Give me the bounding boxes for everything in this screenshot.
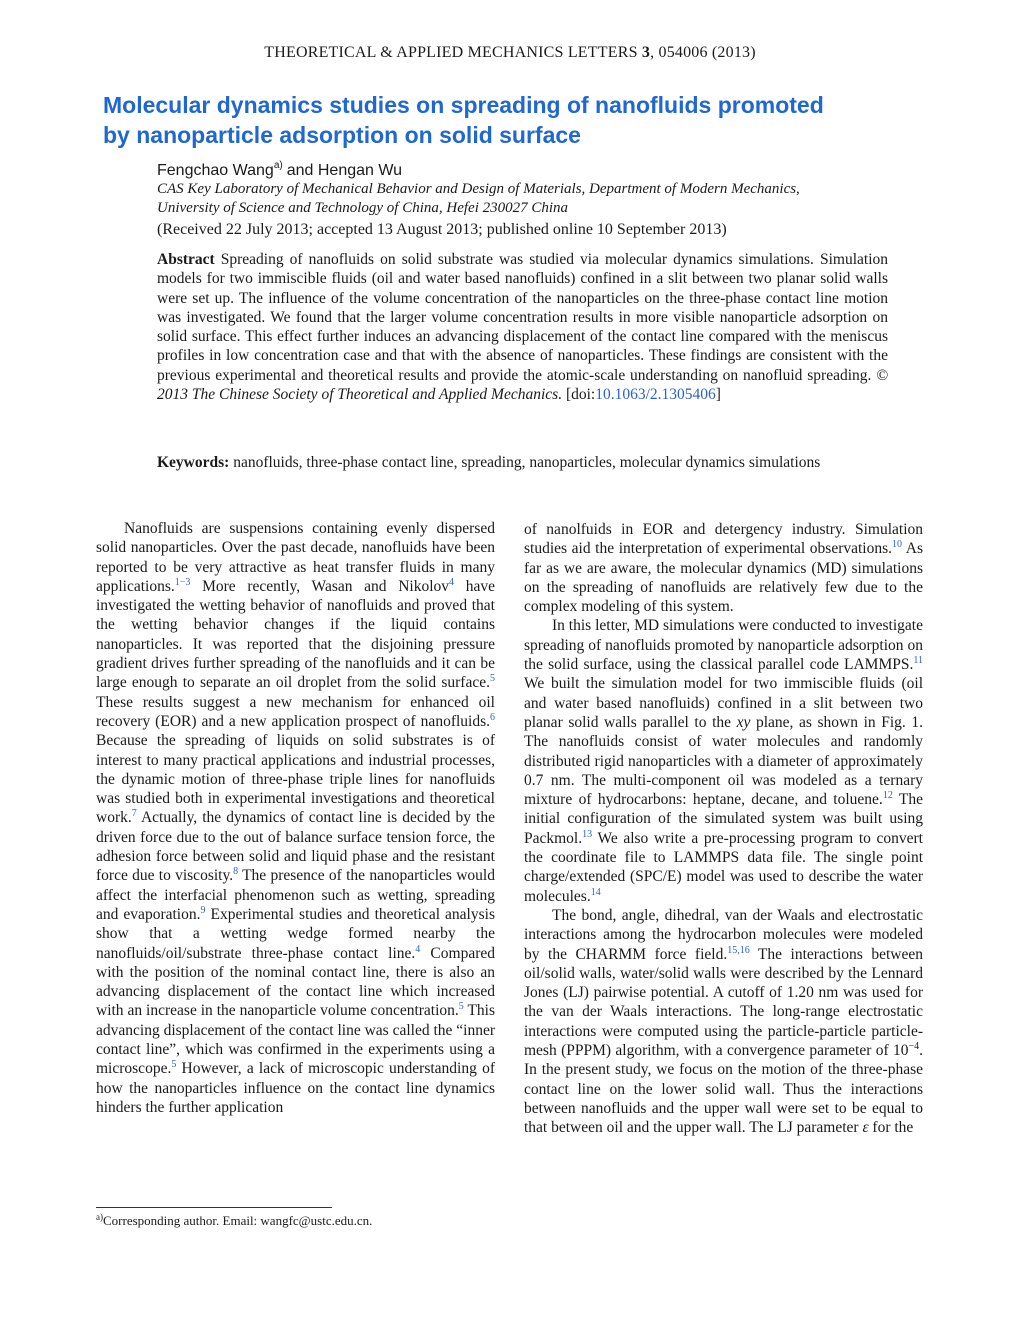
text-run: have investigated the wetting behavior of nanofluids and proved that the wetting behavior changes if the liquid contains nanoparticles. It was reported that the disjoining pressure gradient drives further spreading of the nanofluids and it can be large enough to separate an oil droplet from the solid surface. (96, 577, 495, 692)
citation-10[interactable]: 10 (892, 539, 903, 551)
title-line-2: by nanoparticle adsorption on solid surface (103, 122, 581, 148)
citation-1-3[interactable]: 1−3 (174, 576, 191, 588)
citation-8[interactable]: 8 (233, 866, 239, 878)
journal-header (0, 44, 1020, 62)
text-run: of nanolfuids in EOR and detergency industry. Simulation studies aid the interpretation of experimental observations. (524, 521, 923, 558)
title-line-1: Molecular dynamics studies on spreading of nanofluids promoted (103, 92, 824, 118)
citation-9[interactable]: 9 (200, 904, 206, 916)
text-run: In this letter, MD simulations were conducted to investigate spreading of nanofluids promoted by nanoparticle adsorption on the solid surface, using the classical parallel code LAMMPS. (524, 617, 923, 674)
abstract-label: Abstract (157, 251, 215, 268)
citation-13[interactable]: 13 (582, 828, 593, 840)
text-run: The bond, angle, dihedral, van der Waals and electrostatic interactions among the hydrocarbon molecules were modeled by the CHARMM force field. (524, 906, 923, 963)
abstract (157, 250, 888, 404)
body-paragraph-3 (524, 616, 923, 905)
keywords-text: nanofluids, three-phase contact line, spreading, nanoparticles, molecular dynamics simulations (233, 454, 821, 471)
citation-15-16[interactable]: 15,16 (727, 944, 750, 956)
text-run: for the (868, 1119, 914, 1137)
text-run: The initial configuration of the simulated system was built using Packmol. (524, 791, 923, 847)
xy-symbol: xy (736, 713, 751, 731)
affiliation-line-2: University of Science and Technology of China, Hefei 230027 China (157, 200, 569, 216)
doi-prefix: [doi: (565, 386, 596, 404)
keywords-label: Keywords: (157, 454, 230, 471)
text-run: However, a lack of microscopic understanding of how the nanoparticles influence on the contact line dynamics hinders the further application (96, 1060, 495, 1116)
author-2: and Hengan Wu (286, 162, 403, 179)
text-run: We also write a pre-processing program to convert the coordinate file to LAMMPS data file. The single point charge/extended (SPC/E) model was used to describe the water molecules. (524, 829, 923, 905)
affiliation (157, 180, 897, 218)
text-run: These results suggest a new mechanism for enhanced oil recovery (EOR) and a new application prospect of nanofluids. (96, 693, 495, 730)
text-run: Experimental studies and theoretical analysis show that a wetting wedge formed nearby the nanofluids/oil/substrate three-phase contact line. (96, 905, 495, 962)
article-number: , 054006 (2013) (650, 44, 756, 61)
citation-4b[interactable]: 4 (415, 943, 421, 955)
left-column (96, 519, 495, 1117)
affiliation-line-1: CAS Key Laboratory of Mechanical Behavior and Design of Materials, Department of Modern Mechanics, (157, 181, 800, 197)
text-run: The interactions between oil/solid walls, water/solid walls were described by the Lennard Jones (LJ) pairwise potential. A cutoff of 1.20 nm was used for the van der Waals interactions. The long-range electrostatic interactions were computed using the particle-particle particle-mesh (PPPM) algorithm, with a convergence parameter of 10 (524, 945, 923, 1060)
text-run: Because the spreading of liquids on solid substrates is of interest to many practical applications and industrial processes, the dynamic motion of three-phase triple lines for nanofluids was studied both in experimental investigations and theoretical work. (96, 732, 495, 827)
doi-suffix: ] (715, 386, 721, 404)
citation-5c[interactable]: 5 (171, 1059, 177, 1071)
text-run: As far as we are aware, the molecular dynamics (MD) simulations on the spreading of nanofluids are relatively few due to the complex modeling of this system. (524, 540, 923, 616)
footnote-rule (96, 1207, 332, 1208)
text-run: This advancing displacement of the contact line was called the “inner contact line”, which was confirmed in the experiments using a microscope. (96, 1002, 496, 1078)
citation-4[interactable]: 4 (449, 576, 455, 588)
citation-5[interactable]: 5 (490, 673, 495, 685)
received-dates: (Received 22 July 2013; accepted 13 August 2013; published online 10 September 2013) (157, 221, 727, 238)
body-paragraph-2 (524, 520, 923, 616)
author-1-mark: a) (273, 160, 283, 171)
keywords (157, 453, 888, 472)
right-column (524, 520, 923, 1138)
footnote-text: Corresponding author. Email: wangfc@ustc.edu.cn. (103, 1213, 373, 1228)
text-run: Nanofluids are suspensions containing evenly dispersed solid nanoparticles. Over the past decade, nanofluids have been reported to be very attractive as heat transfer fluids in many applications. (96, 520, 495, 595)
citation-11[interactable]: 11 (913, 655, 923, 667)
citation-14[interactable]: 14 (590, 886, 601, 898)
footnote (96, 1212, 372, 1229)
text-run: Compared with the position of the nominal contact line, there is also an advancing displacement of the contact line which increased with an increase in the nanoparticle volume concentration. (96, 944, 495, 1020)
copyright: © 2013 The Chinese Society of Theoretical and Applied Mechanics. (157, 366, 889, 404)
body-paragraph-4 (524, 906, 923, 1138)
text-run: We built the simulation model for two immiscible fluids (oil and water based nanofluids) confined in a slit between two planar solid walls parallel to the (524, 675, 923, 731)
author-1: Fengchao Wang (157, 162, 274, 179)
footnote-mark: a) (96, 1212, 103, 1222)
text-run: More recently, Wasan and Nikolov (190, 577, 450, 595)
exponent: −4 (908, 1041, 920, 1053)
citation-12[interactable]: 12 (882, 790, 893, 802)
journal-name: THEORETICAL & APPLIED MECHANICS LETTERS (264, 44, 638, 61)
citation-7[interactable]: 7 (131, 808, 137, 820)
text-run: plane, as shown in Fig. 1. The nanofluids consist of water molecules and randomly distributed rigid nanoparticles with a diameter of approximately 0.7 nm. The multi-component oil was modeled as a ternary mixture of hydrocarbons: heptane, decane, and toluene. (524, 713, 923, 809)
abstract-text: Spreading of nanofluids on solid substrate was studied via molecular dynamics simulations. Simulation models for two immiscible fluids (oil and water based nanofluids) confined in a slit between two planar solid walls were set up. The influence of the volume concentration of the nanoparticles on the three-phase contact line motion was investigated. We found that the larger volume concentration results in more visible nanoparticle adsorption on solid surface. This effect further induces an advancing displacement of the contact line compared with the meniscus profiles in low concentration case and that with the absence of nanoparticles. These findings are consistent with the previous experimental and theoretical results and provide the atomic-scale understanding on nanofluid spreading. (157, 251, 888, 384)
journal-volume: 3 (641, 44, 651, 61)
authors (157, 160, 402, 180)
epsilon-symbol: ε (862, 1119, 869, 1137)
citation-5b[interactable]: 5 (458, 1001, 464, 1013)
text-run: . In the present study, we focus on the motion of the three-phase contact line on the lower solid wall. Thus the interactions between nanofluids and the upper wall were set to be equal to that between oil and the upper wall. The LJ parameter (524, 1042, 923, 1137)
text-run: The presence of the nanoparticles would affect the interfacial phenomenon such as wetting, spreading and evaporation. (96, 867, 495, 923)
text-run: Actually, the dynamics of contact line is decided by the driven force due to the out of balance surface tension force, the adhesion force between solid and liquid phase and the resistant force due to viscosity. (96, 809, 495, 885)
body-paragraph-1 (96, 519, 495, 1117)
paper-title (103, 90, 903, 150)
doi-link[interactable]: 10.1063/2.1305406 (595, 386, 716, 404)
citation-6[interactable]: 6 (490, 711, 495, 723)
